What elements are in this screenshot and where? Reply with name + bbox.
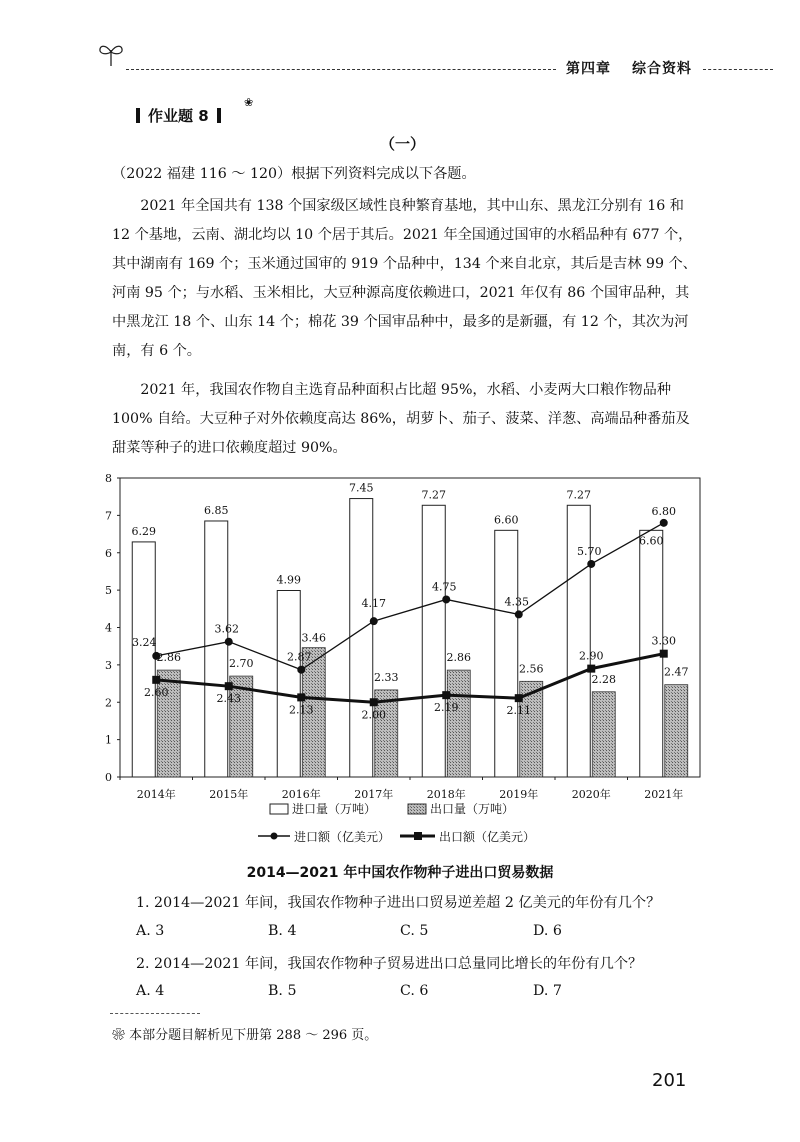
import-amount-point	[442, 595, 450, 603]
y-tick-label: 3	[105, 658, 112, 672]
export-volume-bar	[592, 692, 615, 777]
import-volume-label: 6.85	[204, 503, 229, 517]
homework-title-text: 作业题 8	[148, 107, 209, 125]
import-volume-label: 6.60	[494, 513, 519, 527]
paragraph-1: 2021 年全国共有 138 个国家级区域性良种繁育基地，其中山东、黑龙江分别有 16 和 12 个基地，云南、湖北均以 10 个居于其后。2021 年全国通过国审的水稻品种有 677 个，其中湖南有 169 个；玉米通过国审的 919 个品种中，134 个来自北京，其后是吉林 99 个、河南 95 个；与水稻、玉米相比，大豆种源高度依赖进口，2021 年仅有 86 个国审品种，其中黑龙江 18 个、山东 14 个；棉花 39 个国审品种中，最多的是新疆，有 12 个，其次为河南，有 6 个。	[112, 198, 697, 359]
y-tick-label: 1	[105, 733, 112, 747]
legend-export-volume-label: 出口量（万吨）	[430, 802, 515, 816]
export-volume-label: 2.33	[374, 670, 399, 684]
import-amount-point	[587, 560, 595, 568]
import-volume-bar	[422, 505, 445, 777]
import-amount-point	[370, 617, 378, 625]
q2-option-b[interactable]: B. 5	[268, 983, 297, 999]
import-volume-bar	[132, 542, 155, 777]
export-amount-label: 2.60	[144, 685, 169, 699]
legend-export-amount-label: 出口额（亿美元）	[439, 830, 536, 844]
import-amount-label: 5.70	[577, 544, 602, 558]
x-tick-label: 2016年	[281, 788, 321, 801]
export-amount-label: 2.00	[361, 708, 386, 722]
export-volume-label: 2.86	[446, 651, 471, 665]
export-amount-point	[515, 694, 523, 702]
question-2: 2. 2014—2021 年间，我国农作物种子贸易进出口总量同比增长的年份有几个？	[136, 956, 643, 972]
export-amount-label: 2.11	[506, 704, 531, 718]
export-volume-label: 2.86	[156, 651, 181, 665]
export-amount-point	[442, 691, 450, 699]
export-amount-label: 2.19	[434, 701, 459, 715]
page-number: 201	[652, 1070, 687, 1091]
x-tick-label: 2018年	[426, 788, 466, 801]
y-tick-label: 6	[105, 546, 112, 560]
trade-chart	[90, 462, 710, 862]
import-volume-bar	[277, 590, 300, 777]
q2-option-a[interactable]: A. 4	[136, 983, 165, 999]
import-amount-label: 4.75	[432, 580, 457, 594]
import-volume-bar	[495, 530, 518, 777]
paragraph-2: 2021 年，我国农作物自主选育品种面积占比超 95%，水稻、小麦两大口粮作物品种 100% 自给。大豆种子对外依赖度高达 86%，胡萝卜、茄子、菠菜、洋葱、高端品种番茄及甜菜等种子的进口依赖度超过 90%。	[112, 382, 690, 456]
import-volume-label: 7.27	[566, 488, 591, 502]
x-tick-label: 2015年	[209, 788, 249, 801]
q2-option-d[interactable]: D. 7	[533, 983, 562, 999]
import-amount-label: 4.17	[361, 597, 386, 611]
section-label: 综合资料	[632, 61, 692, 77]
export-volume-bar	[665, 685, 688, 777]
footnote	[112, 1024, 377, 1043]
legend-import-amount-marker	[271, 833, 278, 840]
export-amount-point	[297, 693, 305, 701]
import-volume-label: 7.45	[349, 481, 374, 495]
y-tick-label: 8	[105, 472, 112, 485]
x-tick-label: 2021年	[644, 788, 684, 801]
import-amount-label: 3.24	[132, 635, 157, 649]
footnote-divider	[110, 1013, 200, 1014]
export-amount-label: 2.43	[216, 692, 241, 706]
legend-export-amount-marker	[414, 832, 422, 840]
legend-import-volume-swatch	[270, 804, 288, 814]
legend-import-amount-label: 进口额（亿美元）	[294, 830, 391, 844]
import-volume-bar	[350, 499, 373, 777]
import-volume-label: 6.60	[639, 534, 664, 548]
legend-export-volume-swatch	[408, 804, 426, 814]
export-volume-label: 2.56	[519, 662, 544, 676]
export-amount-point	[587, 665, 595, 673]
flower-icon: ❀	[112, 1028, 126, 1043]
q2-option-c[interactable]: C. 6	[400, 983, 429, 999]
import-amount-label: 2.87	[287, 650, 312, 664]
y-tick-label: 7	[105, 509, 112, 523]
legend-import-volume-label: 进口量（万吨）	[292, 802, 377, 816]
export-volume-label: 2.47	[664, 665, 689, 679]
export-amount-label: 2.90	[579, 649, 604, 663]
footnote-text: 本部分题目解析见下册第 288 ～ 296 页。	[129, 1028, 378, 1043]
export-amount-point	[225, 682, 233, 690]
chart-title: 2014—2021 年中国农作物种子进出口贸易数据	[246, 865, 554, 881]
export-volume-label: 2.28	[591, 672, 616, 686]
import-amount-label: 3.62	[214, 622, 239, 636]
q1-option-d[interactable]: D. 6	[533, 923, 562, 939]
import-amount-point	[225, 638, 233, 646]
homework-title	[136, 105, 221, 126]
part-label: （一）	[380, 135, 426, 153]
export-amount-point	[152, 676, 160, 684]
y-tick-label: 2	[105, 696, 112, 710]
import-amount-point	[297, 666, 305, 674]
flower-icon: ❀	[244, 96, 254, 109]
y-tick-label: 0	[105, 771, 112, 784]
export-volume-bar	[447, 670, 470, 777]
q1-option-a[interactable]: A. 3	[136, 923, 165, 939]
import-amount-point	[515, 610, 523, 618]
export-amount-label: 2.13	[289, 703, 314, 717]
import-amount-point	[660, 519, 668, 527]
y-tick-label: 5	[105, 584, 112, 598]
question-1: 1. 2014—2021 年间，我国农作物种子进出口贸易逆差超 2 亿美元的年份有几个？	[136, 895, 661, 911]
x-tick-label: 2017年	[354, 788, 394, 801]
import-volume-bar	[205, 521, 228, 777]
x-tick-label: 2014年	[136, 788, 176, 801]
sprout-icon	[96, 40, 126, 68]
export-volume-label: 2.70	[229, 657, 254, 671]
chapter-label: 第四章	[566, 61, 611, 77]
q1-option-c[interactable]: C. 5	[400, 923, 429, 939]
import-volume-label: 4.99	[276, 573, 301, 587]
y-tick-label: 4	[105, 621, 112, 635]
export-volume-label: 3.46	[301, 631, 326, 645]
import-amount-label: 6.80	[651, 504, 676, 518]
x-tick-label: 2020年	[571, 788, 611, 801]
export-amount-point	[660, 650, 668, 658]
import-volume-label: 7.27	[421, 488, 446, 502]
q1-option-b[interactable]: B. 4	[268, 923, 297, 939]
import-amount-label: 4.35	[504, 595, 529, 609]
x-tick-label: 2019年	[499, 788, 539, 801]
export-amount-label: 3.30	[651, 634, 676, 648]
export-amount-point	[370, 698, 378, 706]
import-volume-label: 6.29	[131, 524, 156, 538]
intro-line: （2022 福建 116 ～ 120）根据下列资料完成以下各题。	[112, 166, 476, 182]
